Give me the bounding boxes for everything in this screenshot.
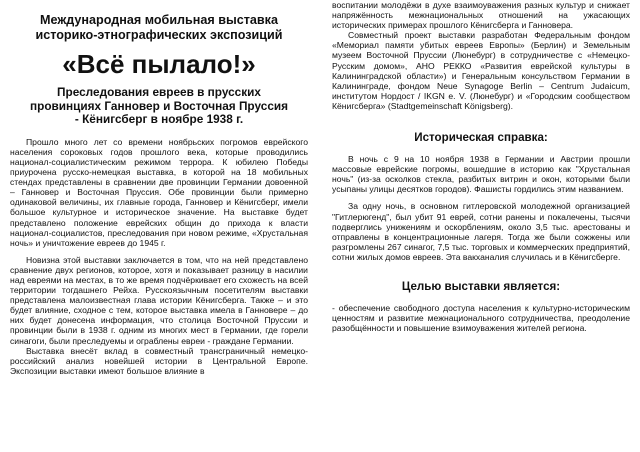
contribution-paragraph: Выставка внесёт вклад в совместный трансграничный немецко-российский анализ новейшей истории в Центральной Европе. Экспозиции выставки имеют большое влияние в — [10, 345, 308, 376]
exhibition-name: «Всё пылало!» — [62, 49, 256, 79]
intro-paragraph: Прошло много лет со времени ноябрьских погромов еврейского населения сороковых годов прошлого века, которые проводились национал-социалистическим режимом террора. К юбилею Победы приурочена русско-немецкая выставка, в которой на 18 мобильных стендах представлены в сравнении две провинции Германии довоенной – Ганновер и Восточная Пруссия. Обе провинции были примерно одинаковой величины, их главные города, Ганновер и Кёнигсберг, имели большое культурное и историческое значение. На выставке будет представлено положение еврейских общин до прихода к власти национал-социалистов, преследования при новом режиме, «Хрустальная ночь» и уничтожение евреев до 1945 г. — [10, 136, 308, 248]
exhibition-subtitle-line-1: Преследования евреев в прусских — [57, 85, 261, 99]
exhibition-title-line-2: историко-этнографических экспозиций — [35, 28, 283, 42]
novelty-paragraph: Новизна этой выставки заключается в том, что на ней представлено сравнение двух регионов, которое, хотя и показывает разницу в насилии над евреями на местах, в то же время подчёркивает его схожесть на всей территории тогдашнего Рейха. Русскоязычным посетителям выставки представлена малоизвестная глава истории Кёнигсберга. Также – и это будет влияние, сходное с тем, которое выставка имела в Ганновере – до них будет донесена информация, что столица Восточной Пруссии и провинции были в 1938 г. одним из многих мест в Германии, где горели синагоги, были преследуемы и ограблены евреи - граждане Германии. — [10, 254, 308, 346]
exhibition-title — [10, 13, 308, 43]
history-heading: Историческая справка: — [414, 131, 548, 145]
exhibition-subtitle-line-3: - Кёнигсберг в ноябре 1938 г. — [74, 112, 244, 127]
exhibition-title-line-1: Международная мобильная выставка — [40, 13, 278, 27]
left-column — [10, 0, 308, 376]
exhibition-subtitle — [10, 86, 308, 127]
upbringing-paragraph: воспитании молодёжи в духе взаимоуважения разных культур и снижает напряжённость межнациональных отношений на ужасающих исторических примерах прошлого Кёнигсберга и Ганновера. — [332, 0, 630, 31]
goal-heading: Целью выставки является: — [401, 279, 561, 293]
partners-paragraph: Совместный проект выставки разработан Федеральным фондом «Мемориал памяти убитых евреев Европы» (Берлин) и Земельным музеем Восточной Пруссии (Люнебург) в сотрудничестве с «Немецко-Русским домом», АНО РЕККО «Развития еврейской культуры в Калининградской области») и Генеральным консульством Германии в Калининграде, фондом Neue Synagoge Berlin – Centrum Judaicum, институтом Нордост / IKGN e. V. (Люнебург) и «Городским сообществом Кёнигсберга» (Stadtgemeinschaft Königsberg). — [332, 30, 630, 111]
history-paragraph-2: За одну ночь, в основном гитлеровской молодежной организацией "Гитлерюгенд", был убит 91 еврей, сотни ранены и покалечены, тысячи подверглись унижениям и оскорблениям, около 3,5 тыс. арестованы и отправлены в концентрационные лагеря. Тогда же были сожжены или разгромлены 267 синагог, 7,5 тыс. торговых и коммерческих предприятий, сотни жилых домов евреев. Эта вакханалия случилась и в Кёнигсберге. — [332, 201, 630, 262]
history-paragraph-1: В ночь с 9 на 10 ноября 1938 в Германии и Австрии прошли массовые еврейские погромы, вошедшие в историю как "Хрустальная ночь" (из-за осколков стекла, разбитых витрин и окон, которыми были усыпаны улицы десятков городов). Фашисты гордились этим названием. — [332, 154, 630, 195]
exhibition-subtitle-line-2: провинциях Ганновер и Восточная Пруссия — [29, 98, 289, 113]
right-column — [332, 0, 630, 333]
goal-paragraph: - обеспечение свободного доступа населения к культурно-историческим ценностям и развитие межнационального сотрудничества, преодоление разобщённости и повышение взимоуважения жителей региона. — [332, 302, 630, 334]
